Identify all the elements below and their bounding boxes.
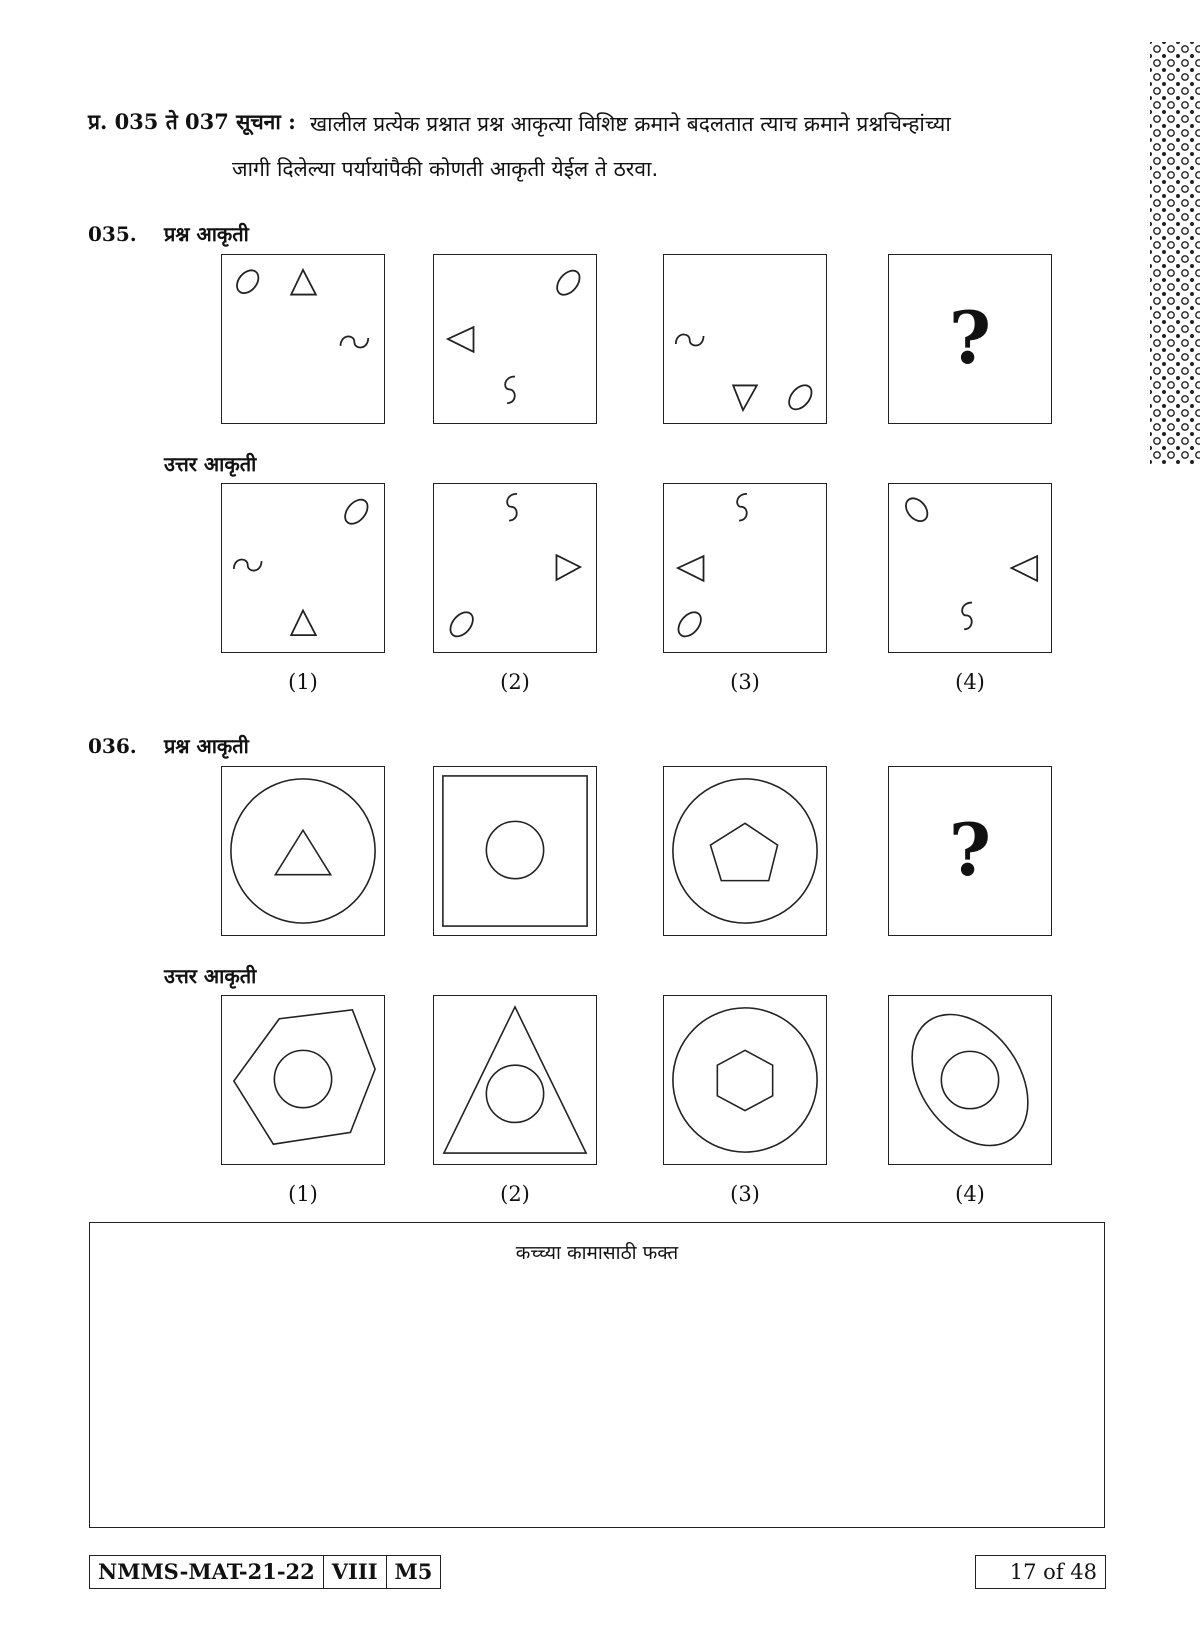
q35-question-figure-4 (888, 254, 1052, 424)
q36-question-figure-1 (221, 766, 385, 936)
question-mark: ? (948, 295, 992, 380)
q36-a4-shapes (889, 996, 1051, 1164)
q35-q2-shapes (434, 255, 596, 423)
q35-answer-figure-1[interactable] (221, 483, 385, 653)
question-number: 036. (88, 734, 137, 758)
q36-answer-figure-4[interactable] (888, 995, 1052, 1165)
question-mark: ? (948, 807, 992, 892)
option-label: (3) (730, 1182, 760, 1206)
instruction-line-1: खालील प्रत्येक प्रश्नात प्रश्न आकृत्या विशिष्ट क्रमाने बदलतात त्याच क्रमाने प्रश्नचिन्हांच्या (310, 112, 951, 136)
q36-q3-shapes (664, 767, 826, 935)
q36-a2-shapes (434, 996, 596, 1164)
footer-code-box (89, 1555, 441, 1589)
q36-q2-shapes (434, 767, 596, 935)
q36-answer-figure-2[interactable] (433, 995, 597, 1165)
q35-answer-figure-3[interactable] (663, 483, 827, 653)
question-number: 035. (88, 222, 137, 246)
option-label: (3) (730, 670, 760, 694)
q35-question-figure-1 (221, 254, 385, 424)
q36-q1-shapes (222, 767, 384, 935)
footer-set: M5 (394, 1559, 433, 1584)
q35-q1-shapes (222, 255, 384, 423)
question-figure-label: प्रश्न आकृती (164, 222, 249, 246)
q36-answer-figure-1[interactable] (221, 995, 385, 1165)
rough-work-label: कच्च्या कामासाठी फक्त (515, 1242, 679, 1264)
option-label: (4) (955, 1182, 985, 1206)
instruction-line-2: जागी दिलेल्या पर्यायांपैकी कोणती आकृती येईल ते ठरवा. (232, 157, 659, 181)
q35-question-figure-3 (663, 254, 827, 424)
option-label: (4) (955, 670, 985, 694)
q36-a3-shapes (664, 996, 826, 1164)
rough-work-box (89, 1222, 1105, 1528)
q35-answer-figure-4[interactable] (888, 483, 1052, 653)
q35-a3-shapes (664, 484, 826, 652)
option-label: (2) (500, 1182, 530, 1206)
q35-a1-shapes (222, 484, 384, 652)
footer-exam-code: NMMS-MAT-21-22 (90, 1556, 324, 1588)
q36-question-figure-4 (888, 766, 1052, 936)
q35-q3-shapes (664, 255, 826, 423)
q36-a1-shapes (222, 996, 384, 1164)
q36-question-figure-2 (433, 766, 597, 936)
q35-question-figure-2 (433, 254, 597, 424)
q36-question-figure-3 (663, 766, 827, 936)
option-label: (1) (288, 670, 318, 694)
q35-a4-shapes (889, 484, 1051, 652)
question-figure-label: प्रश्न आकृती (164, 734, 249, 758)
answer-figure-label: उत्तर आकृती (164, 452, 257, 476)
decorative-border (1150, 42, 1200, 464)
option-label: (1) (288, 1182, 318, 1206)
page-number: 17 of 48 (975, 1555, 1106, 1589)
q35-a2-shapes (434, 484, 596, 652)
q35-answer-figure-2[interactable] (433, 483, 597, 653)
option-label: (2) (500, 670, 530, 694)
footer-class: VIII (324, 1556, 387, 1588)
instruction-heading: प्र. 035 ते 037 सूचना : (88, 109, 296, 134)
answer-figure-label: उत्तर आकृती (164, 964, 257, 988)
q36-answer-figure-3[interactable] (663, 995, 827, 1165)
